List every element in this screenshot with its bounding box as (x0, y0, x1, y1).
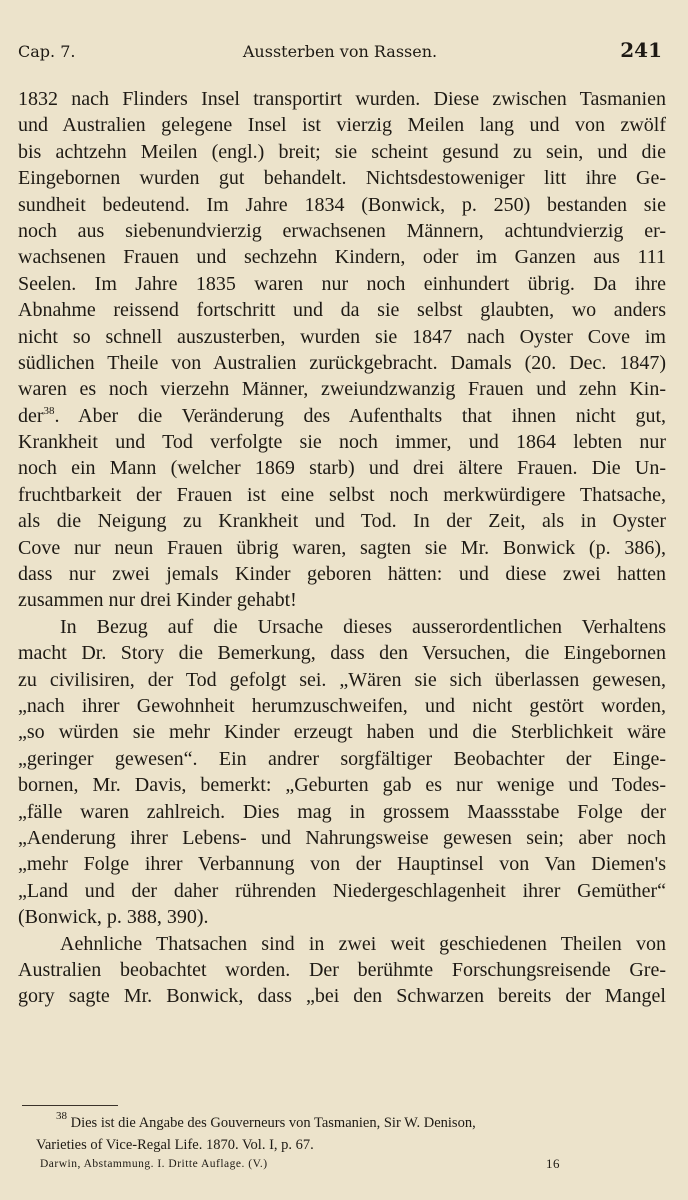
footnote-line (18, 1112, 666, 1134)
text-line: macht Dr. Story die Bemerkung, dass den Versuchen, die Eingebornen (18, 642, 666, 665)
text-line: Seelen. Im Jahre 1835 waren nur noch einhundert übrig. Da ihre (18, 272, 666, 295)
text-line: waren es noch vierzehn Männer, zweiundzwanzig Frauen und zehn Kin- (18, 378, 666, 401)
paragraph-start-line: In Bezug auf die Ursache dieses ausserordentlichen Verhaltens (60, 615, 666, 638)
text-line: Krankheit und Tod verfolgte sie noch immer, und 1864 lebten nur (18, 431, 666, 454)
text-line: wachsenen Frauen und sechzehn Kindern, oder im Ganzen aus 111 (18, 246, 666, 269)
text-line: Abnahme reissend fortschritt und da sie selbst glaubten, wo anders (18, 299, 666, 322)
text-line: „Land und der daher rührenden Niedergeschlagenheit ihrer Gemüther“ (18, 879, 666, 902)
text-line: fruchtbarkeit der Frauen ist eine selbst noch merkwürdigere Thatsache, (18, 483, 666, 506)
text-line: als die Neigung zu Krankheit und Tod. In der Zeit, als in Oyster (18, 510, 666, 533)
footnote-line: Varieties of Vice-Regal Life. 1870. Vol. I, p. 67. (36, 1137, 314, 1153)
text-line-with-note (18, 403, 666, 429)
text-line: Australien beobachtet worden. Der berühmte Forschungsreisende Gre- (18, 958, 666, 981)
text-line: nicht so schnell auszusterben, wurden sie 1847 nach Oyster Cove im (18, 325, 666, 348)
text-line: zu civilisiren, der Tod gefolgt sei. „Wären sie sich überlassen gewesen, (18, 668, 666, 691)
text-fragment: . Aber die Veränderung des Aufenthalts that ihnen nicht gut, (54, 404, 666, 427)
chapter-label: Cap. 7. (18, 42, 76, 61)
text-line: „Aenderung ihrer Lebens- und Nahrungsweise gewesen sein; aber noch (18, 826, 666, 849)
text-line: Eingebornen wurden gut behandelt. Nichtsdestoweniger litt ihre Ge- (18, 167, 666, 190)
text-line: „geringer gewesen“. Ein andrer sorgfältiger Beobachter der Einge- (18, 747, 666, 770)
text-line: (Bonwick, p. 388, 390). (18, 906, 209, 929)
running-header (18, 38, 662, 72)
text-line: 1832 nach Flinders Insel transportirt wurden. Diese zwischen Tasmanien (18, 88, 666, 110)
text-line: noch ein Mann (welcher 1869 starb) und drei ältere Frauen. Die Un- (18, 457, 666, 480)
text-line: sundheit bedeutend. Im Jahre 1834 (Bonwick, p. 250) bestanden sie (18, 193, 666, 216)
footnote-rule (22, 1105, 118, 1106)
footnote (18, 1112, 666, 1156)
text-line: südlichen Theile von Australien zurückgebracht. Damals (20. Dec. 1847) (18, 351, 666, 374)
footnote-text: Dies ist die Angabe des Gouverneurs von Tasmanien, Sir W. Denison, (70, 1115, 476, 1131)
footnote-reference: 38 (43, 404, 55, 417)
paragraph-start-line: Aehnliche Thatsachen sind in zwei weit geschiedenen Theilen von (60, 932, 666, 955)
text-line: Cove nur neun Frauen übrig waren, sagten sie Mr. Bonwick (p. 386), (18, 536, 666, 559)
text-line: dass nur zwei jemals Kinder geboren hätten: und diese zwei hatten (18, 563, 666, 586)
running-title: Aussterben von Rassen. (242, 42, 438, 61)
footnote-marker: 38 (56, 1110, 67, 1122)
text-line: „nach ihrer Gewohnheit herumzuschweifen, und nicht gestört worden, (18, 694, 666, 717)
text-line: gory sagte Mr. Bonwick, dass „bei den Schwarzen bereits der Mangel (18, 985, 666, 1008)
signature-title: Darwin, Abstammung. I. Dritte Auflage. (V.) (40, 1158, 268, 1170)
text-line: zusammen nur drei Kinder gehabt! (18, 589, 297, 612)
body-text (18, 86, 666, 1010)
text-line: und Australien gelegene Insel ist vierzig Meilen lang und von zwölf (18, 114, 666, 137)
text-fragment: der (18, 404, 44, 427)
text-line: „fälle waren zahlreich. Dies mag in grossem Maassstabe Folge der (18, 800, 666, 823)
signature-number: 16 (546, 1156, 560, 1171)
text-line: „mehr Folge ihrer Verbannung von der Hauptinsel von Van Diemen's (18, 853, 666, 876)
text-line: bornen, Mr. Davis, bemerkt: „Geburten gab es nur wenige und Todes- (18, 774, 666, 797)
text-line: „so würden sie mehr Kinder erzeugt haben und die Sterblichkeit wäre (18, 721, 666, 744)
text-line: bis achtzehn Meilen (engl.) breit; sie scheint gesund zu sein, und die (18, 140, 666, 163)
page-number: 241 (620, 38, 662, 62)
text-line: noch aus siebenundvierzig erwachsenen Männern, achtundvierzig er- (18, 219, 666, 242)
